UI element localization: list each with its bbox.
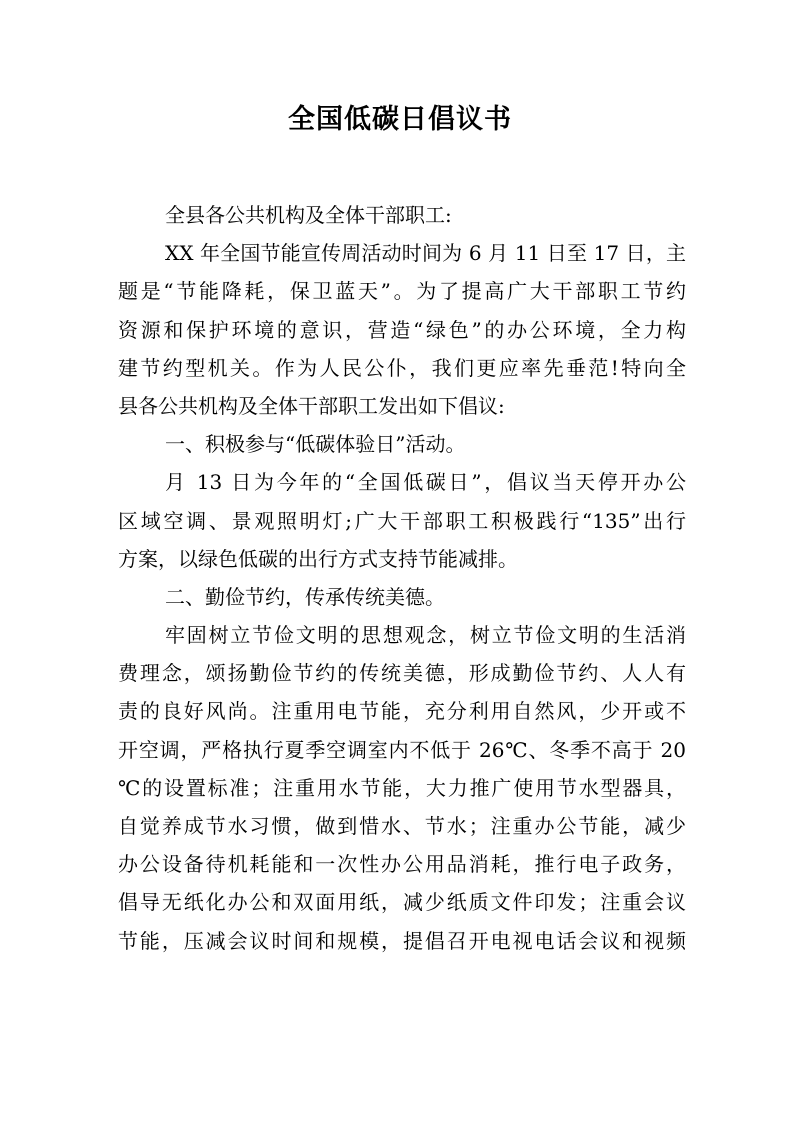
document-title: 全国低碳日倡议书 (288, 104, 512, 135)
body-text-line: 月 13 日为今年的“全国低碳日”，倡议当天停开办公 (165, 470, 686, 495)
body-text-line: XX 年全国节能宣传周活动时间为 6 月 11 日至 17 日，主 (165, 241, 686, 266)
body-text-line: 二、勤俭节约，传承传统美德。 (165, 584, 445, 609)
body-text-line: 自觉养成节水习惯，做到惜水、节水；注重办公节能，减少 (118, 814, 686, 838)
body-text-line: 县各公共机构及全体干部职工发出如下倡议: (118, 393, 505, 418)
body-text-line: 开空调，严格执行夏季空调室内不低于 26℃、冬季不高于 20 (118, 737, 686, 762)
body-text-line: 节能，压减会议时间和规模，提倡召开电视电话会议和视频 (118, 928, 686, 953)
body-text-line: 倡导无纸化办公和双面用纸，减少纸质文件印发；注重会议 (118, 890, 686, 915)
body-text-line: 方案，以绿色低碳的出行方式支持节能减排。 (118, 546, 518, 571)
body-text-line: 牢固树立节俭文明的思想观念，树立节俭文明的生活消 (165, 623, 686, 648)
body-text-line: 资源和保护环境的意识，营造“绿色”的办公环境，全力构 (118, 317, 686, 342)
body-text-line: 建节约型机关。作为人民公仆，我们更应率先垂范!特向全 (118, 355, 686, 380)
body-text-line: 责的良好风尚。注重用电节能，充分利用自然风，少开或不 (118, 699, 686, 724)
body-text-line: 区域空调、景观照明灯;广大干部职工积极践行“135”出行 (118, 508, 686, 533)
body-text-line: 费理念，颂扬勤俭节约的传统美德，形成勤俭节约、人人有 (118, 661, 686, 686)
body-text-line: 办公设备待机耗能和一次性办公用品消耗，推行电子政务， (118, 852, 686, 877)
body-text-line: 题是“节能降耗，保卫蓝天”。为了提高广大干部职工节约 (118, 279, 686, 304)
document-body (118, 196, 686, 960)
body-text-line: 全县各公共机构及全体干部职工: (165, 203, 452, 227)
body-text-line: 一、积极参与“低碳体验日”活动。 (165, 432, 466, 457)
body-text-line: ℃的设置标准；注重用水节能，大力推广使用节水型器具， (118, 775, 686, 800)
